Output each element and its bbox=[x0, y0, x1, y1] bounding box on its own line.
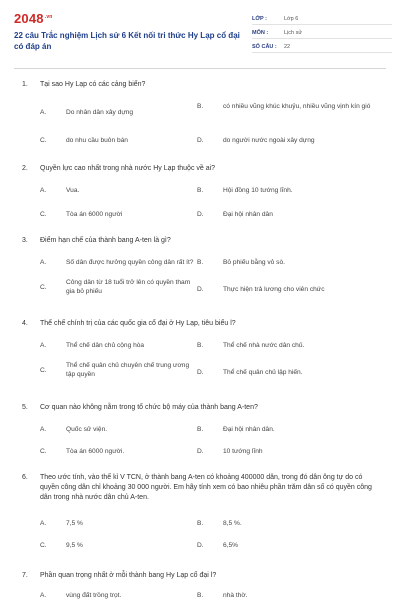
option-letter: C. bbox=[40, 542, 47, 549]
option-text: có nhiều vũng khúc khuỷu, nhiều vũng vịnh kín gió bbox=[223, 103, 371, 110]
option-text: do người nước ngoài xây dựng bbox=[223, 137, 315, 144]
option-letter: D. bbox=[197, 137, 204, 144]
option-b[interactable] bbox=[197, 102, 382, 111]
option-b[interactable] bbox=[197, 591, 382, 600]
option-a[interactable] bbox=[22, 258, 197, 267]
question-number: 2. bbox=[22, 165, 28, 172]
option-text: 10 tướng lĩnh bbox=[223, 448, 263, 455]
option-a[interactable] bbox=[22, 341, 197, 350]
meta-label: LỚP : bbox=[252, 15, 267, 22]
question-item bbox=[22, 80, 382, 144]
option-text: do nhu cầu buôn bán bbox=[66, 137, 128, 144]
meta-label: MÔN : bbox=[252, 29, 269, 36]
question-number: 6. bbox=[22, 474, 28, 481]
question-text: Theo ước tính, vào thế kỉ V TCN, ở thành bang A-ten có khoảng 400000 dân, trong đó dân ông tự do có quyền công dân chỉ khoảng 30 000 người. Em hãy tính xem có bao nhiêu phần trăm dân số có quyền công dân trong nhà nước dân chủ A-ten. bbox=[40, 474, 372, 501]
question-text: Tại sao Hy Lạp có các cảng biển? bbox=[40, 81, 146, 88]
option-letter: D. bbox=[197, 211, 204, 218]
option-letter: A. bbox=[40, 109, 47, 116]
question-item bbox=[22, 319, 382, 378]
option-text: Tòa án 6000 người bbox=[66, 211, 123, 218]
option-text: Bỏ phiếu bằng vỏ sò. bbox=[223, 259, 285, 266]
option-letter: A. bbox=[40, 187, 47, 194]
option-text: Do nhân dân xây dựng bbox=[66, 109, 134, 116]
option-letter: C. bbox=[40, 283, 47, 291]
option-text: 9,5 % bbox=[66, 542, 83, 549]
option-letter: C. bbox=[40, 211, 47, 218]
option-d[interactable] bbox=[197, 285, 382, 294]
option-letter: B. bbox=[197, 259, 204, 266]
option-letter: B. bbox=[197, 187, 204, 194]
option-a[interactable] bbox=[22, 108, 197, 117]
option-b[interactable] bbox=[197, 519, 382, 528]
option-letter: C. bbox=[40, 448, 47, 455]
option-text: nhà thờ. bbox=[223, 592, 248, 599]
option-text: Thể chế nhà nước dân chủ. bbox=[223, 342, 305, 349]
header-divider bbox=[14, 68, 386, 69]
site-logo[interactable] bbox=[14, 11, 53, 26]
option-letter: D. bbox=[197, 542, 204, 549]
option-text: Số dân được hưởng quyền công dân rất ít? bbox=[66, 259, 194, 266]
option-text: 7,5 % bbox=[66, 520, 83, 527]
option-text: Công dân từ 18 tuổi trở lên có quyền tham gia bỏ phiếu bbox=[66, 279, 191, 295]
meta-panel bbox=[252, 13, 392, 55]
question-stem bbox=[22, 319, 382, 329]
question-number: 4. bbox=[22, 320, 28, 327]
option-letter: B. bbox=[197, 103, 204, 110]
option-c[interactable] bbox=[22, 136, 197, 145]
option-c[interactable] bbox=[22, 447, 197, 456]
option-letter: D. bbox=[197, 369, 204, 376]
option-c[interactable] bbox=[22, 210, 197, 219]
option-letter: C. bbox=[40, 366, 47, 374]
option-d[interactable] bbox=[197, 210, 382, 219]
option-text: vùng đất trồng trọt. bbox=[66, 592, 122, 599]
option-text: Thể chế quân chủ chuyên chế trung ương tập quyền bbox=[66, 362, 190, 378]
option-letter: D. bbox=[197, 448, 204, 455]
meta-value: Lớp 6 bbox=[284, 15, 299, 22]
option-text: Hội đồng 10 tướng lĩnh. bbox=[223, 187, 293, 194]
question-item bbox=[22, 403, 382, 455]
document-title: 22 câu Trắc nghiệm Lịch sử 6 Kết nối tri thức Hy Lạp cổ đại có đáp án bbox=[14, 31, 240, 51]
option-b[interactable] bbox=[197, 425, 382, 434]
question-stem bbox=[22, 164, 382, 174]
option-letter: C. bbox=[40, 137, 47, 144]
option-a[interactable] bbox=[22, 591, 197, 600]
option-text: Đại hội nhân dân. bbox=[223, 426, 275, 433]
question-item bbox=[22, 164, 382, 218]
option-letter: B. bbox=[197, 426, 204, 433]
option-letter: A. bbox=[40, 592, 47, 599]
option-letter: A. bbox=[40, 426, 47, 433]
option-letter: D. bbox=[197, 286, 204, 293]
question-number: 7. bbox=[22, 572, 28, 579]
meta-label: SỐ CÂU : bbox=[252, 43, 277, 50]
option-letter: A. bbox=[40, 259, 47, 266]
question-number: 5. bbox=[22, 404, 28, 411]
question-text: Điểm hạn chế của thành bang A-ten là gì? bbox=[40, 237, 171, 244]
option-b[interactable] bbox=[197, 186, 382, 195]
option-letter: B. bbox=[197, 520, 204, 527]
option-d[interactable] bbox=[197, 368, 382, 377]
option-text: Đại hội nhân dân bbox=[223, 211, 273, 218]
option-text: Thực hiện trả lương cho viên chức bbox=[223, 286, 325, 293]
option-letter: A. bbox=[40, 342, 47, 349]
question-stem bbox=[22, 403, 382, 413]
option-text: Tòa án 6000 người. bbox=[66, 448, 125, 455]
meta-value: Lịch sử bbox=[284, 29, 303, 36]
meta-row-class bbox=[252, 13, 392, 25]
option-text: Thể chế quân chủ lập hiến. bbox=[223, 369, 303, 376]
option-c[interactable] bbox=[22, 278, 197, 296]
option-d[interactable] bbox=[197, 136, 382, 145]
option-letter: B. bbox=[197, 342, 204, 349]
question-text: Quyền lực cao nhất trong nhà nước Hy Lạp thuộc về ai? bbox=[40, 165, 216, 172]
question-number: 1. bbox=[22, 81, 28, 88]
option-b[interactable] bbox=[197, 341, 382, 350]
option-d[interactable] bbox=[197, 447, 382, 456]
question-text: Cơ quan nào không nằm trong tổ chức bộ máy của thành bang A-ten? bbox=[40, 404, 258, 411]
option-a[interactable] bbox=[22, 186, 197, 195]
option-c[interactable] bbox=[22, 541, 197, 550]
question-item bbox=[22, 473, 382, 549]
option-text: 6,5% bbox=[223, 542, 239, 549]
question-item bbox=[22, 571, 382, 599]
option-c[interactable] bbox=[22, 361, 197, 379]
option-letter: A. bbox=[40, 520, 47, 527]
option-letter: B. bbox=[197, 592, 204, 599]
logo-suffix: .vn bbox=[44, 13, 53, 20]
option-b[interactable] bbox=[197, 258, 382, 267]
option-text: Vua. bbox=[66, 187, 80, 194]
question-stem bbox=[22, 80, 382, 90]
logo-text: 2048 bbox=[14, 11, 44, 26]
question-stem bbox=[22, 473, 382, 503]
option-text: 8,5 %. bbox=[223, 520, 242, 527]
meta-value: 22 bbox=[284, 43, 291, 50]
meta-row-subject bbox=[252, 27, 392, 39]
question-item bbox=[22, 236, 382, 295]
meta-row-count bbox=[252, 41, 392, 53]
option-text: Thể chế dân chủ cộng hòa bbox=[66, 342, 145, 349]
page-header bbox=[0, 0, 400, 68]
question-stem bbox=[22, 236, 382, 246]
question-number: 3. bbox=[22, 237, 28, 244]
option-d[interactable] bbox=[197, 541, 382, 550]
option-text: Quốc sử viện. bbox=[66, 426, 108, 433]
question-stem bbox=[22, 571, 382, 581]
option-a[interactable] bbox=[22, 519, 197, 528]
question-text: Phần quan trọng nhất ở mỗi thành bang Hy Lạp cổ đại l? bbox=[40, 572, 217, 579]
option-a[interactable] bbox=[22, 425, 197, 434]
question-text: Thể chế chính trị của các quốc gia cổ đại ở Hy Lạp, tiêu biểu l? bbox=[40, 320, 236, 327]
